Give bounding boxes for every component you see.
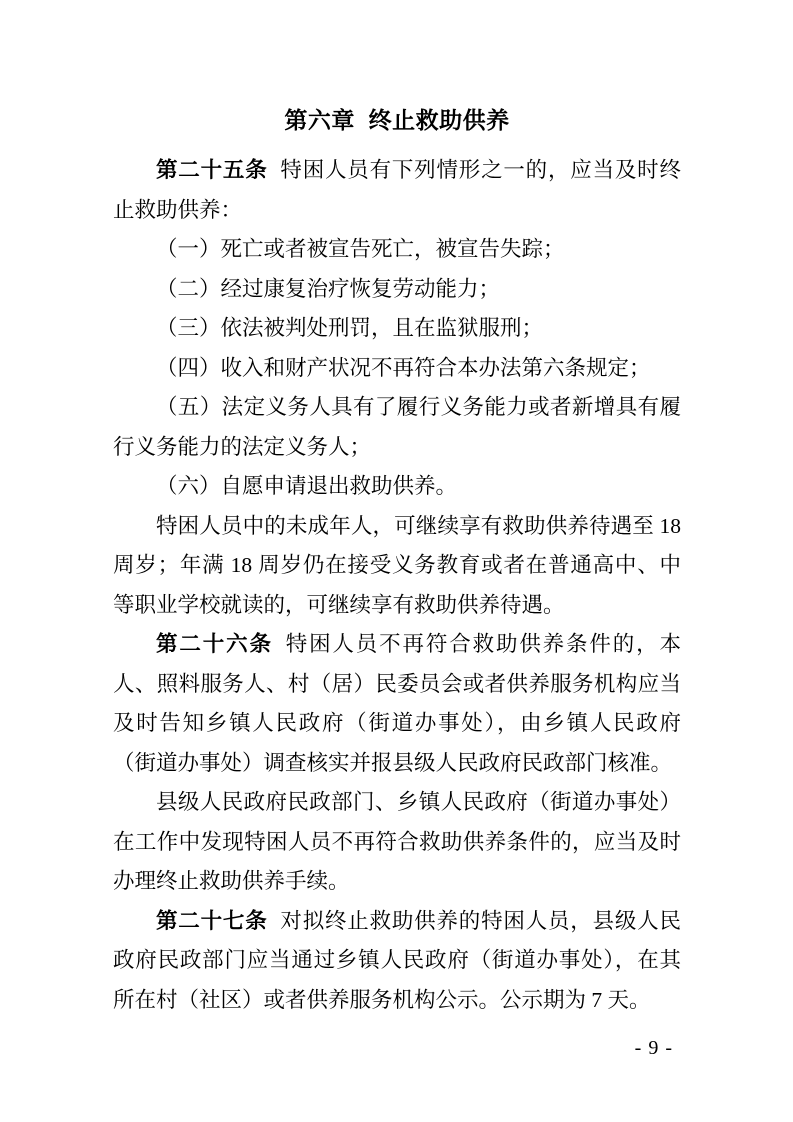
list-item-3 [113, 309, 681, 349]
list-item-3-text: （三）依法被判处刑罚，且在监狱服刑； [156, 316, 544, 340]
article-27-number: 第二十七条 [156, 908, 268, 933]
list-item-1 [113, 230, 681, 270]
article-26-text: 特困人员不再符合救助供养条件的，本人、照料服务人、村（居）民委员会或者供养服务机构应当及时告知乡镇人民政府（街道办事处），由乡镇人民政府（街道办事处）调查核实并报县级人民政府民政部门核准。 [113, 632, 681, 775]
article-25-paragraph [113, 151, 681, 230]
minors-continuation-paragraph [113, 507, 681, 626]
list-item-2-text: （二）经过康复治疗恢复劳动能力； [156, 276, 501, 301]
list-item-2 [113, 270, 681, 310]
list-item-1-text: （一）死亡或者被宣告死亡，被宣告失踪； [156, 237, 565, 261]
list-item-4 [113, 349, 681, 389]
minors-continuation-text: 特困人员中的未成年人，可继续享有救助供养待遇至 18 周岁；年满 18 周岁仍在接受义务教育或者在普通高中、中等职业学校就读的，可继续享有救助供养待遇。 [113, 513, 681, 617]
list-item-4-text: （四）收入和财产状况不再符合本办法第六条规定； [156, 355, 651, 380]
page-content [113, 0, 681, 1020]
article-27-paragraph [113, 902, 681, 1021]
county-discovery-paragraph [113, 783, 681, 902]
article-26-paragraph [113, 625, 681, 783]
list-item-5 [113, 388, 681, 467]
article-27-text: 对拟终止救助供养的特困人员，县级人民政府民政部门应当通过乡镇人民政府（街道办事处），在其所在村（社区）或者供养服务机构公示。公示期为 7 天。 [113, 908, 681, 1012]
article-25-number: 第二十五条 [156, 158, 268, 182]
county-discovery-text: 县级人民政府民政部门、乡镇人民政府（街道办事处）在工作中发现特困人员不再符合救助供养条件的，应当及时办理终止救助供养手续。 [113, 790, 681, 893]
list-item-6 [113, 467, 681, 507]
list-item-5-text: （五）法定义务人具有了履行义务能力或者新增具有履行义务能力的法定义务人； [113, 395, 681, 459]
list-item-6-text: （六）自愿申请退出救助供养。 [156, 474, 458, 498]
page-number: - 9 - [634, 1037, 673, 1059]
article-25-text: 特困人员有下列情形之一的，应当及时终止救助供养： [113, 158, 681, 222]
article-26-number: 第二十六条 [156, 632, 273, 656]
chapter-title: 第六章 终止救助供养 [284, 107, 510, 133]
